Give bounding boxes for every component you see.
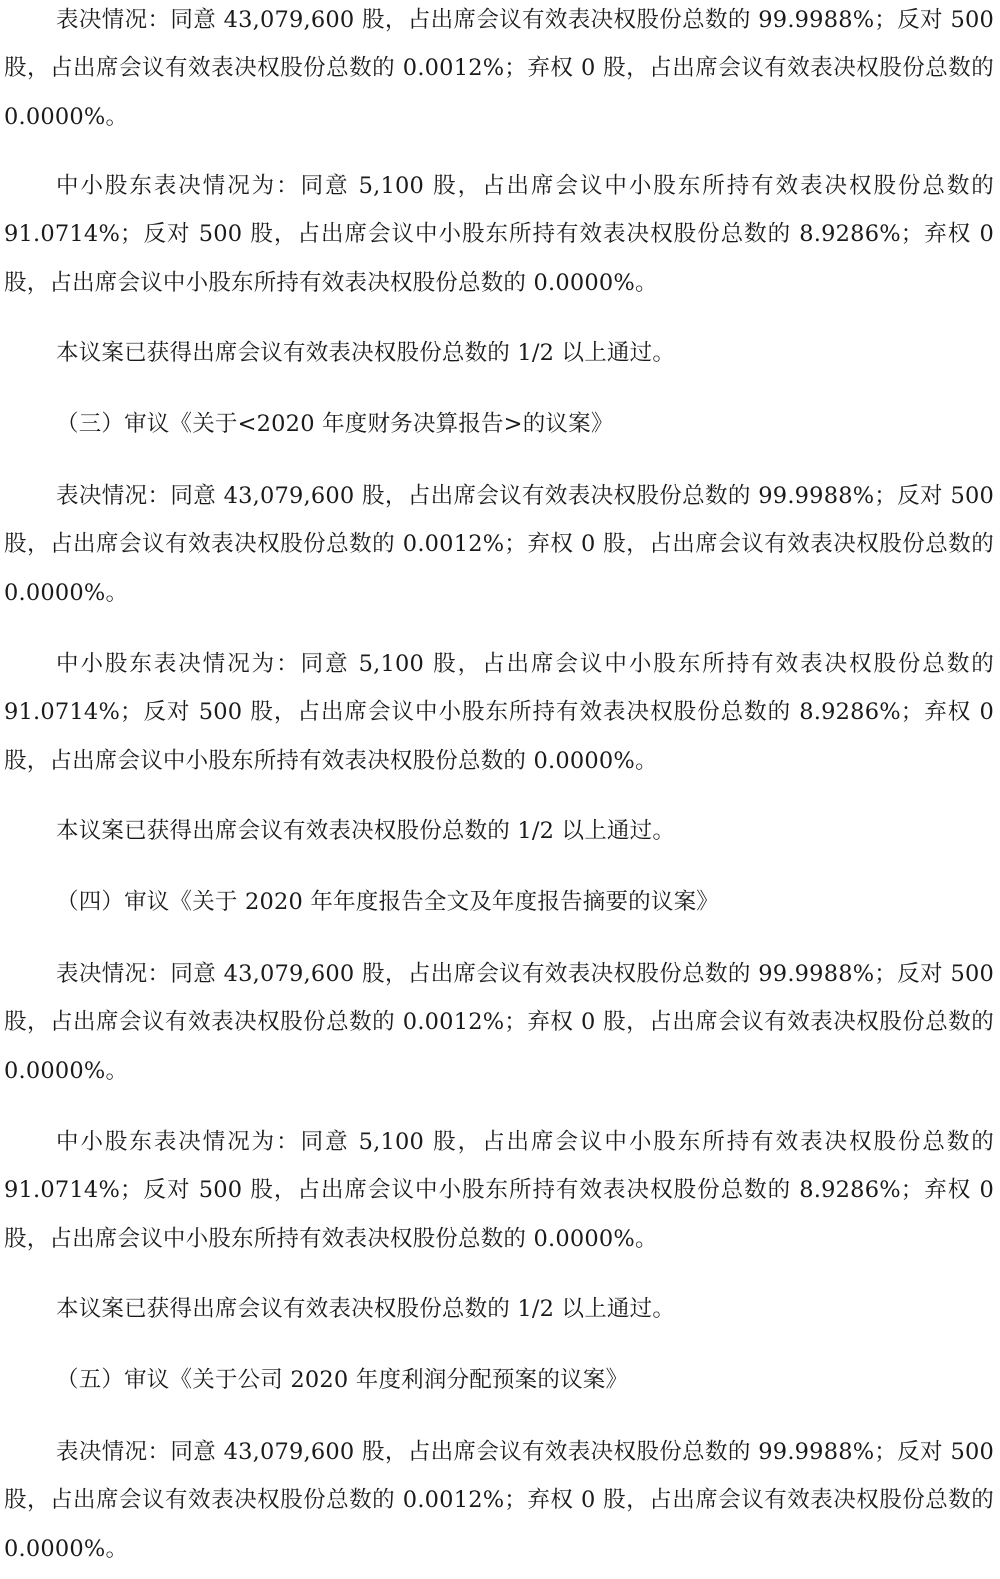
section-heading: （四）审议《关于 2020 年年度报告全文及年度报告摘要的议案》 (56, 889, 719, 915)
section-heading: （三）审议《关于<2020 年度财务决算报告>的议案》 (56, 411, 614, 437)
result-paragraph: 本议案已获得出席会议有效表决权股份总数的 1/2 以上通过。 (56, 818, 676, 844)
vote-paragraph: 表决情况：同意 43,079,600 股，占出席会议有效表决权股份总数的 99.9988%；反对 500 股，占出席会议有效表决权股份总数的 0.0012%；弃权 0 股，占出席会议有效表决权股份总数的 0.0000%。 (4, 1439, 994, 1562)
vote-paragraph: 表决情况：同意 43,079,600 股，占出席会议有效表决权股份总数的 99.9988%；反对 500 股，占出席会议有效表决权股份总数的 0.0012%；弃权 0 股，占出席会议有效表决权股份总数的 0.0000%。 (4, 7, 994, 130)
minority-vote-paragraph: 中小股东表决情况为：同意 5,100 股，占出席会议中小股东所持有效表决权股份总数的 91.0714%；反对 500 股，占出席会议中小股东所持有效表决权股份总数的 8.9286%；弃权 0 股，占出席会议中小股东所持有效表决权股份总数的 0.0000%。 (4, 1129, 994, 1252)
result-paragraph: 本议案已获得出席会议有效表决权股份总数的 1/2 以上通过。 (56, 340, 676, 366)
vote-paragraph: 表决情况：同意 43,079,600 股，占出席会议有效表决权股份总数的 99.9988%；反对 500 股，占出席会议有效表决权股份总数的 0.0012%；弃权 0 股，占出席会议有效表决权股份总数的 0.0000%。 (4, 961, 994, 1084)
section-heading: （五）审议《关于公司 2020 年度利润分配预案的议案》 (56, 1367, 629, 1393)
minority-vote-paragraph: 中小股东表决情况为：同意 5,100 股，占出席会议中小股东所持有效表决权股份总数的 91.0714%；反对 500 股，占出席会议中小股东所持有效表决权股份总数的 8.9286%；弃权 0 股，占出席会议中小股东所持有效表决权股份总数的 0.0000%。 (4, 651, 994, 774)
result-paragraph: 本议案已获得出席会议有效表决权股份总数的 1/2 以上通过。 (56, 1296, 676, 1322)
vote-paragraph: 表决情况：同意 43,079,600 股，占出席会议有效表决权股份总数的 99.9988%；反对 500 股，占出席会议有效表决权股份总数的 0.0012%；弃权 0 股，占出席会议有效表决权股份总数的 0.0000%。 (4, 483, 994, 606)
minority-vote-paragraph: 中小股东表决情况为：同意 5,100 股，占出席会议中小股东所持有效表决权股份总数的 91.0714%；反对 500 股，占出席会议中小股东所持有效表决权股份总数的 8.9286%；弃权 0 股，占出席会议中小股东所持有效表决权股份总数的 0.0000%。 (4, 173, 994, 296)
